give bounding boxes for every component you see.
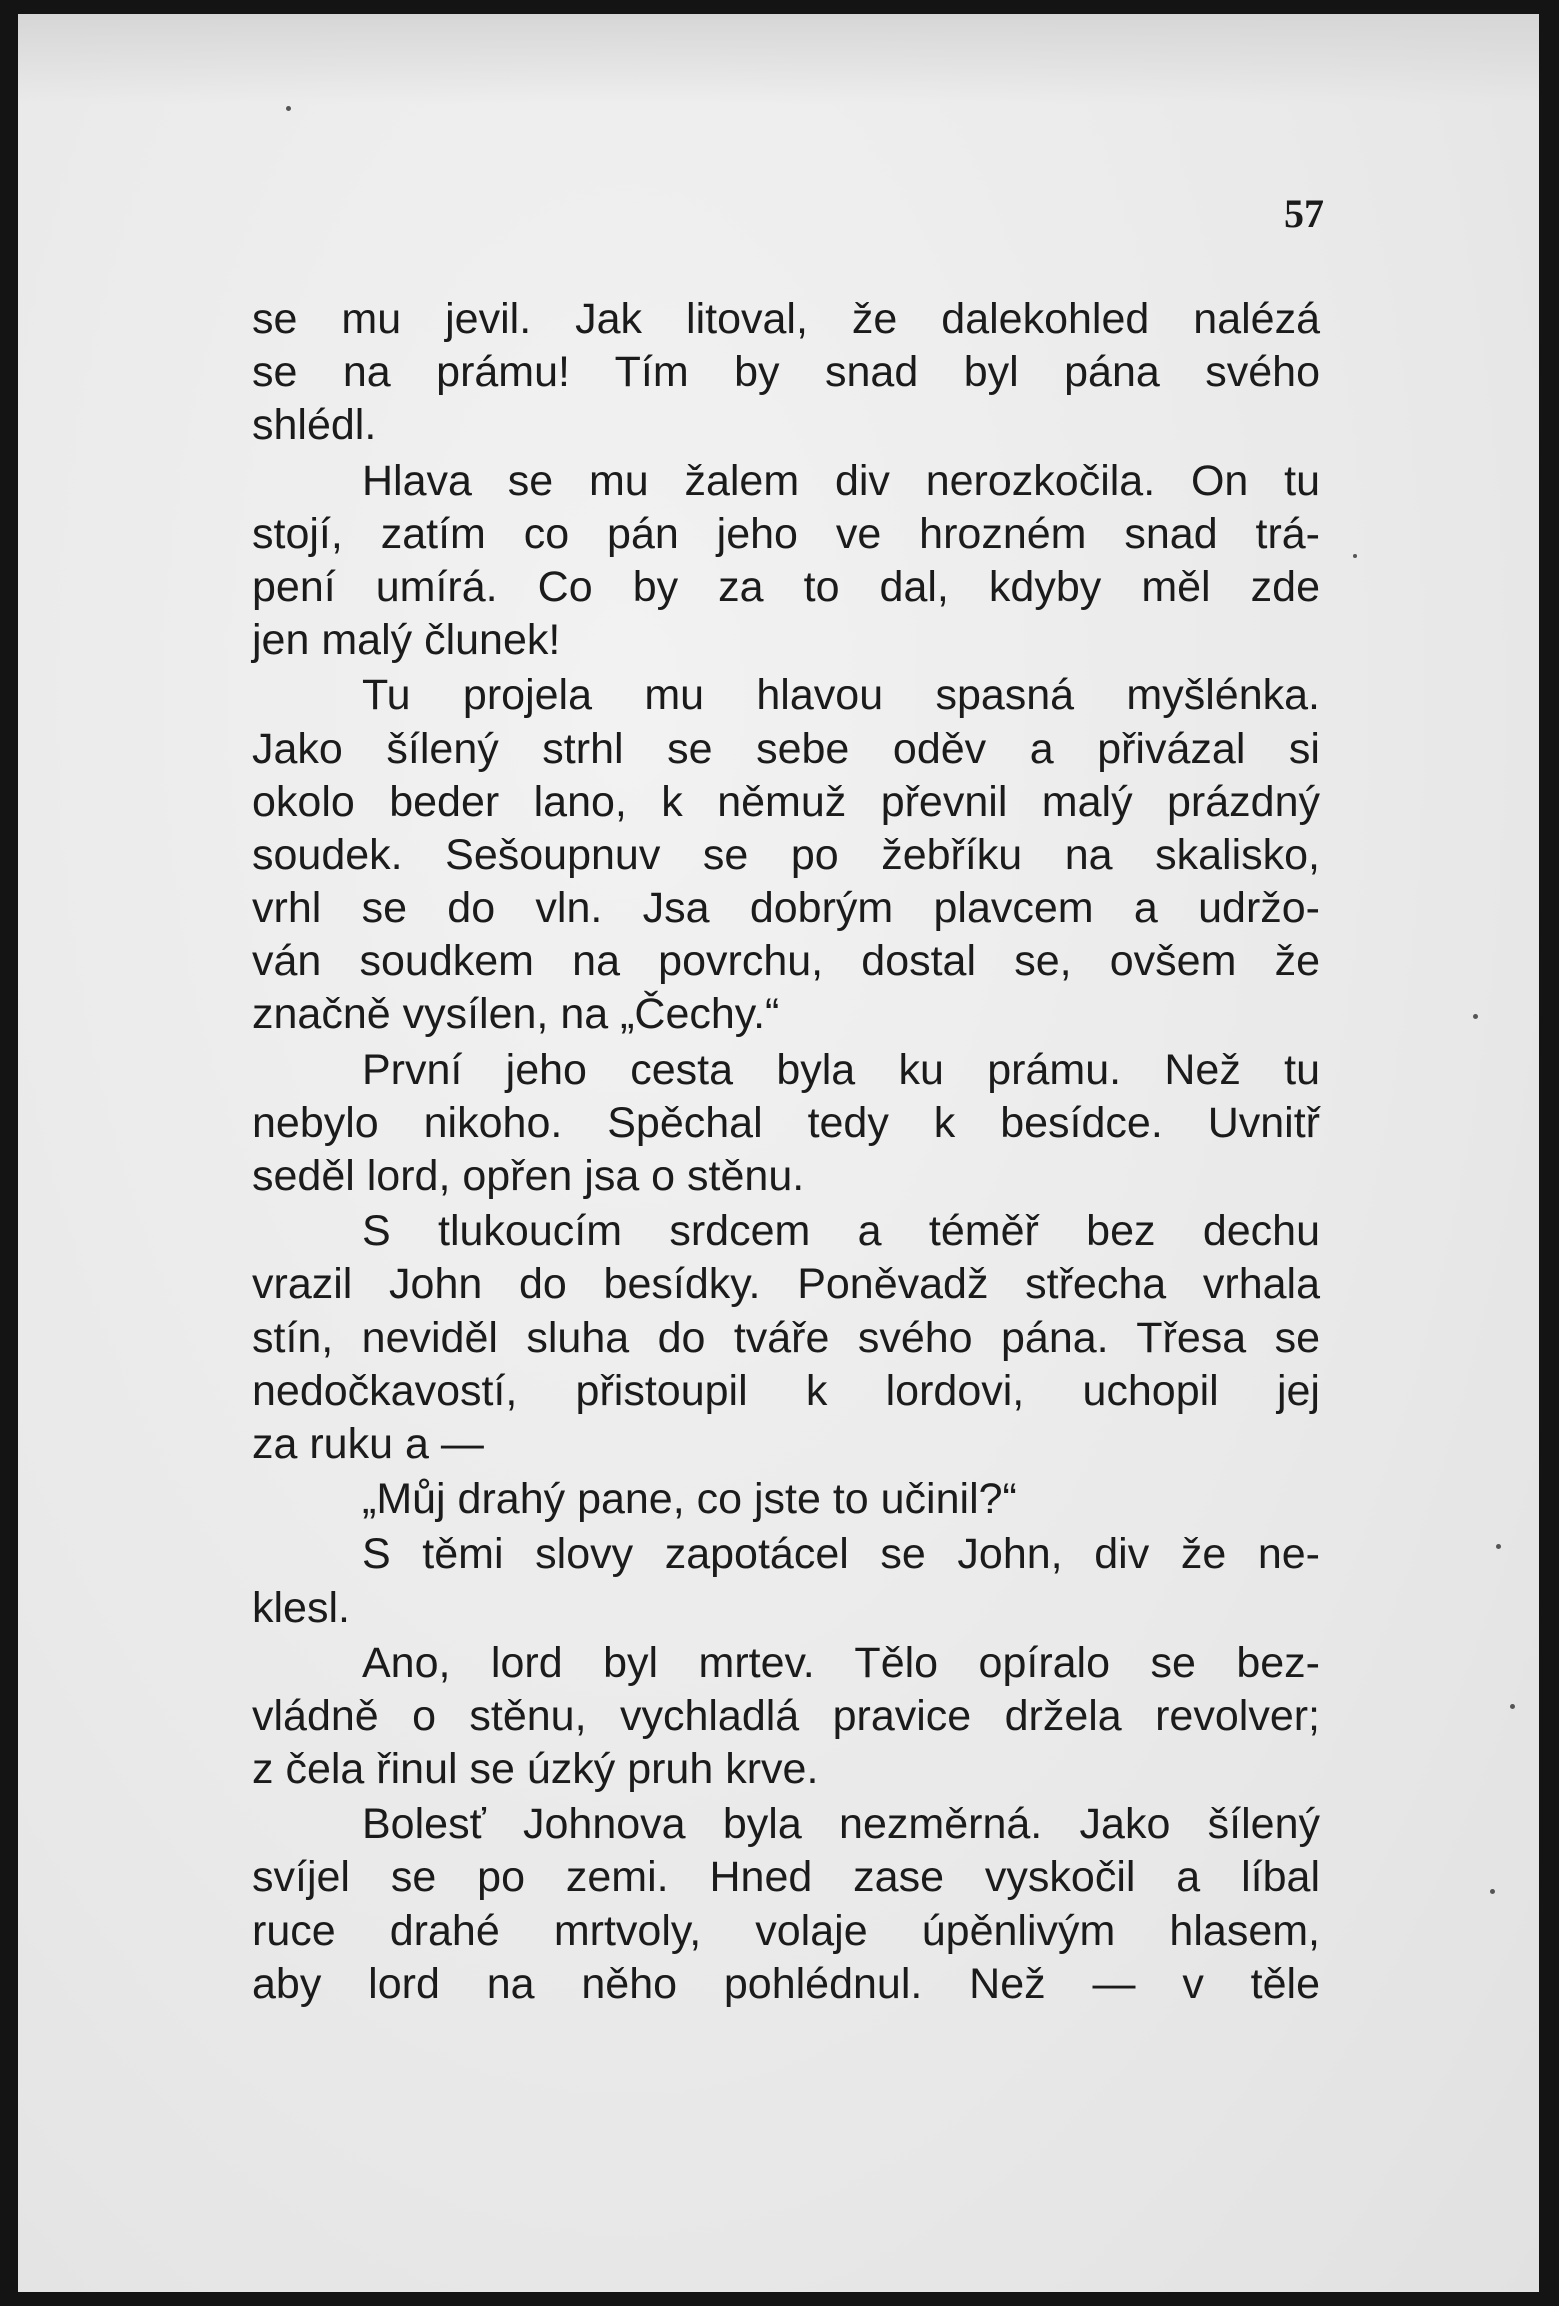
text-line: Bolesť Johnova byla nezměrná. Jako šílený — [362, 1800, 1320, 1849]
body-text — [252, 293, 1320, 2011]
book-page — [18, 14, 1539, 2292]
text-line: shlédl. — [252, 401, 377, 450]
text-line: ruce drahé mrtvoly, volaje úpěnlivým hlasem, — [252, 1906, 1320, 1955]
text-line: vrhl se do vln. Jsa dobrým plavcem a udržo- — [252, 884, 1320, 933]
text-line: Jako šílený strhl se sebe oděv a přivázal si — [252, 724, 1320, 773]
text-line: klesl. — [252, 1583, 350, 1632]
text-line: První jeho cesta byla ku prámu. Než tu — [362, 1045, 1320, 1094]
text-line: svíjel se po zemi. Hned zase vyskočil a líbal — [252, 1853, 1320, 1902]
text-line: Hlava se mu žalem div nerozkočila. On tu — [362, 456, 1320, 505]
text-line: seděl lord, opřen jsa o stěnu. — [252, 1152, 805, 1200]
text-line: pení umírá. Co by za to dal, kdyby měl zde — [252, 562, 1320, 611]
text-line: stojí, zatím co pán jeho ve hrozném snad trá- — [252, 509, 1320, 558]
text-line: značně vysílen, na „Čechy.“ — [252, 990, 780, 1039]
scan-speck — [286, 106, 291, 111]
text-line: jen malý člunek! — [252, 616, 561, 665]
scan-speck — [1473, 1014, 1478, 1019]
text-line: ván soudkem na povrchu, dostal se, ovšem že — [252, 937, 1320, 986]
scan-speck — [1496, 1544, 1501, 1549]
text-line: vrazil John do besídky. Poněvadž střecha vrhala — [252, 1260, 1320, 1309]
text-line: nedočkavostí, přistoupil k lordovi, uchopil jej — [252, 1366, 1320, 1415]
text-line: vládně o stěnu, vychladlá pravice držela revolver; — [252, 1691, 1320, 1740]
text-line: aby lord na něho pohlédnul. Než — v těle — [252, 1959, 1320, 2008]
page-number: 57 — [1284, 191, 1324, 236]
scan-speck — [1353, 554, 1357, 558]
text-line: se mu jevil. Jak litoval, že dalekohled nalézá — [252, 295, 1320, 343]
page-scan-shading — [18, 14, 1539, 104]
text-line: soudek. Sešoupnuv se po žebříku na skalisko, — [252, 830, 1320, 879]
text-line: Tu projela mu hlavou spasná myšlénka. — [362, 671, 1320, 720]
text-line: se na prámu! Tím by snad byl pána svého — [252, 348, 1320, 397]
text-line: okolo beder lano, k němuž převnil malý prázdný — [252, 777, 1320, 826]
text-line: S těmi slovy zapotácel se John, div že ne- — [362, 1530, 1320, 1579]
text-line: nebylo nikoho. Spěchal tedy k besídce. Uvnitř — [252, 1098, 1320, 1147]
text-line: stín, neviděl sluha do tváře svého pána. Třesa se — [252, 1313, 1320, 1362]
scan-speck — [1490, 1889, 1495, 1894]
text-line: za ruku a — — [252, 1419, 484, 1468]
text-line: Ano, lord byl mrtev. Tělo opíralo se bez- — [362, 1638, 1320, 1687]
scan-speck — [1510, 1704, 1515, 1709]
text-line: „Můj drahý pane, co jste to učinil?“ — [362, 1475, 1017, 1524]
text-line: S tlukoucím srdcem a téměř bez dechu — [362, 1207, 1320, 1256]
text-line: z čela řinul se úzký pruh krve. — [252, 1745, 819, 1794]
